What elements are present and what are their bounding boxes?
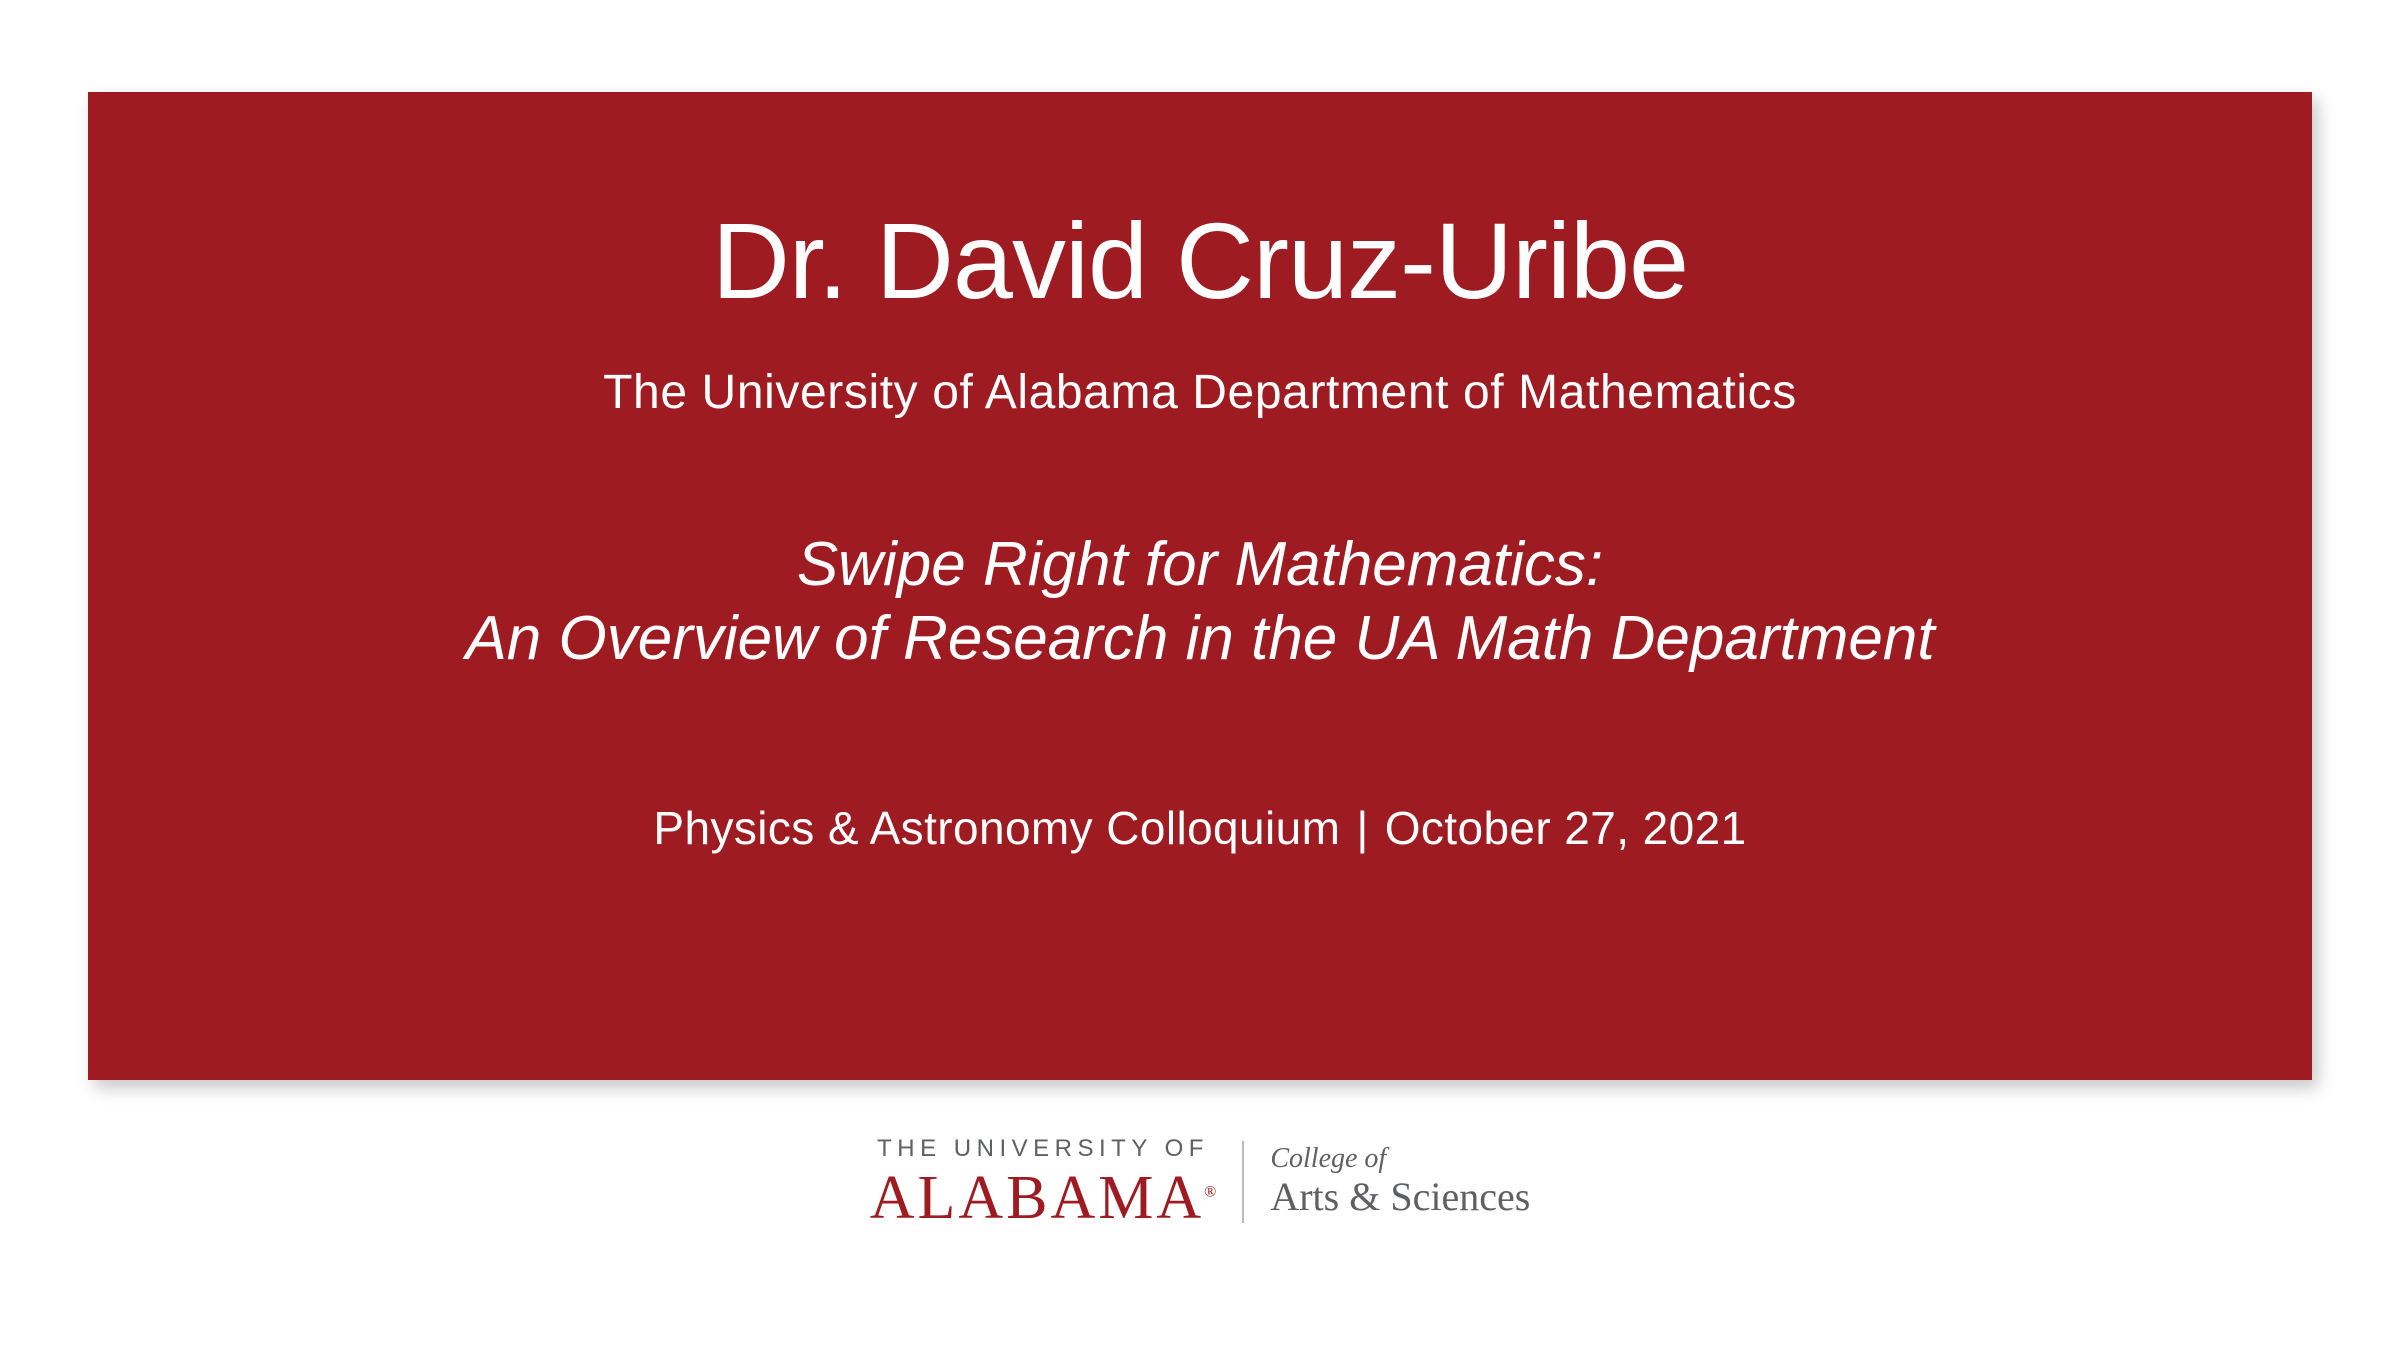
event-separator: | bbox=[1356, 801, 1369, 854]
college-wordmark bbox=[1244, 1144, 1530, 1221]
event-date: October 27, 2021 bbox=[1384, 801, 1747, 854]
university-prefix-text: THE UNIVERSITY OF bbox=[877, 1135, 1209, 1162]
event-name: Physics & Astronomy Colloquium bbox=[653, 801, 1341, 854]
speaker-affiliation: The University of Alabama Department of Mathematics bbox=[603, 366, 1797, 420]
talk-title bbox=[465, 528, 1934, 674]
alabama-wordmark-text: ALABAMA bbox=[869, 1164, 1205, 1232]
university-logo-lockup bbox=[0, 1135, 2400, 1232]
speaker-name: Dr. David Cruz-Uribe bbox=[711, 200, 1689, 321]
title-panel bbox=[88, 92, 2312, 1080]
talk-title-line-2: An Overview of Research in the UA Math Department bbox=[465, 603, 1935, 673]
event-details bbox=[653, 801, 1746, 855]
university-wordmark bbox=[869, 1135, 1243, 1232]
registered-trademark-icon: ® bbox=[1204, 1183, 1217, 1201]
arts-and-sciences-text: Arts & Sciences bbox=[1270, 1174, 1531, 1220]
college-of-text: College of bbox=[1270, 1142, 1387, 1174]
talk-title-line-1: Swipe Right for Mathematics: bbox=[796, 530, 1604, 600]
alabama-wordmark bbox=[869, 1164, 1217, 1232]
